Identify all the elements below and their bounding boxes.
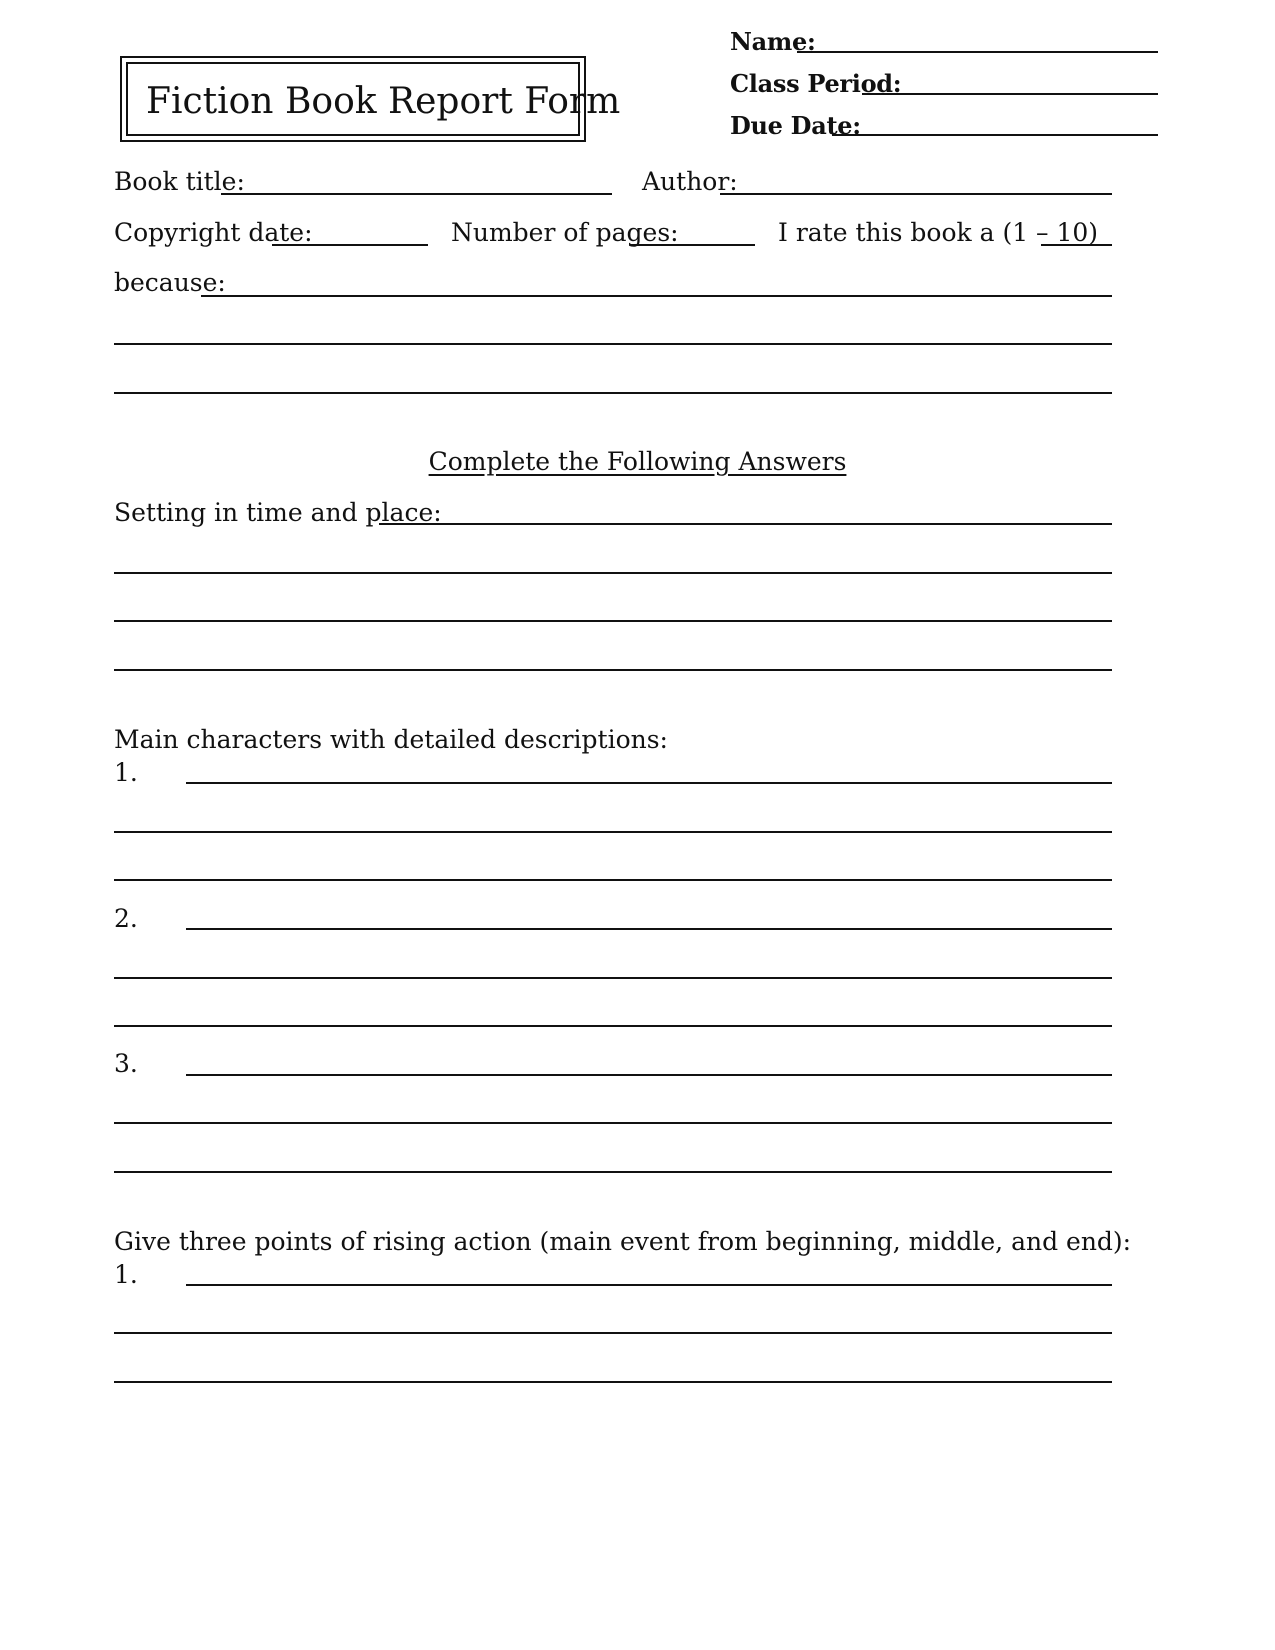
book-title-field[interactable] <box>221 193 612 195</box>
because-line-2[interactable] <box>114 343 1112 345</box>
character-number-3: 3. <box>114 1049 138 1078</box>
characters-label: Main characters with detailed descriptions: <box>114 725 668 754</box>
number-of-pages-label: Number of pages: <box>451 218 679 247</box>
character-1-line-2[interactable] <box>114 831 1112 833</box>
character-3-field[interactable] <box>186 1074 1112 1076</box>
form-title: Fiction Book Report Form <box>146 81 621 122</box>
setting-field[interactable] <box>379 523 1112 525</box>
copyright-date-field[interactable] <box>272 244 428 246</box>
book-title-label: Book title: <box>114 167 245 196</box>
rating-field[interactable] <box>1041 244 1112 246</box>
rising-action-1-field[interactable] <box>186 1284 1112 1286</box>
copyright-date-label: Copyright date: <box>114 218 313 247</box>
character-2-line-2[interactable] <box>114 977 1112 979</box>
character-2-field[interactable] <box>186 928 1112 930</box>
class-period-label: Class Period: <box>730 69 902 98</box>
rating-label: I rate this book a (1 – 10) <box>778 218 1099 247</box>
section-heading <box>0 447 1275 477</box>
setting-label: Setting in time and place: <box>114 498 442 527</box>
author-label: Author: <box>642 167 738 196</box>
character-number-2: 2. <box>114 904 138 933</box>
form-title-box <box>120 56 621 142</box>
character-3-line-3[interactable] <box>114 1171 1112 1173</box>
class-period-field[interactable] <box>862 93 1158 95</box>
setting-line-4[interactable] <box>114 669 1112 671</box>
because-field[interactable] <box>201 295 1112 297</box>
due-date-field[interactable] <box>832 134 1158 136</box>
name-field[interactable] <box>797 51 1158 53</box>
because-label: because: <box>114 268 226 297</box>
character-2-line-3[interactable] <box>114 1025 1112 1027</box>
setting-line-3[interactable] <box>114 620 1112 622</box>
form-title-inner-border <box>126 62 621 136</box>
setting-line-2[interactable] <box>114 572 1112 574</box>
author-field[interactable] <box>720 193 1112 195</box>
character-1-field[interactable] <box>186 782 1112 784</box>
due-date-label: Due Date: <box>730 111 861 140</box>
number-of-pages-field[interactable] <box>630 244 755 246</box>
character-1-line-3[interactable] <box>114 879 1112 881</box>
because-line-3[interactable] <box>114 392 1112 394</box>
character-3-line-2[interactable] <box>114 1122 1112 1124</box>
name-label: Name: <box>730 27 816 56</box>
rising-action-label: Give three points of rising action (main event from beginning, middle, and end): <box>114 1227 1132 1256</box>
section-heading-text: Complete the Following Answers <box>428 447 847 476</box>
character-number-1: 1. <box>114 758 138 787</box>
rising-action-1-line-2[interactable] <box>114 1332 1112 1334</box>
rising-action-1-line-3[interactable] <box>114 1381 1112 1383</box>
rising-action-number-1: 1. <box>114 1260 138 1289</box>
